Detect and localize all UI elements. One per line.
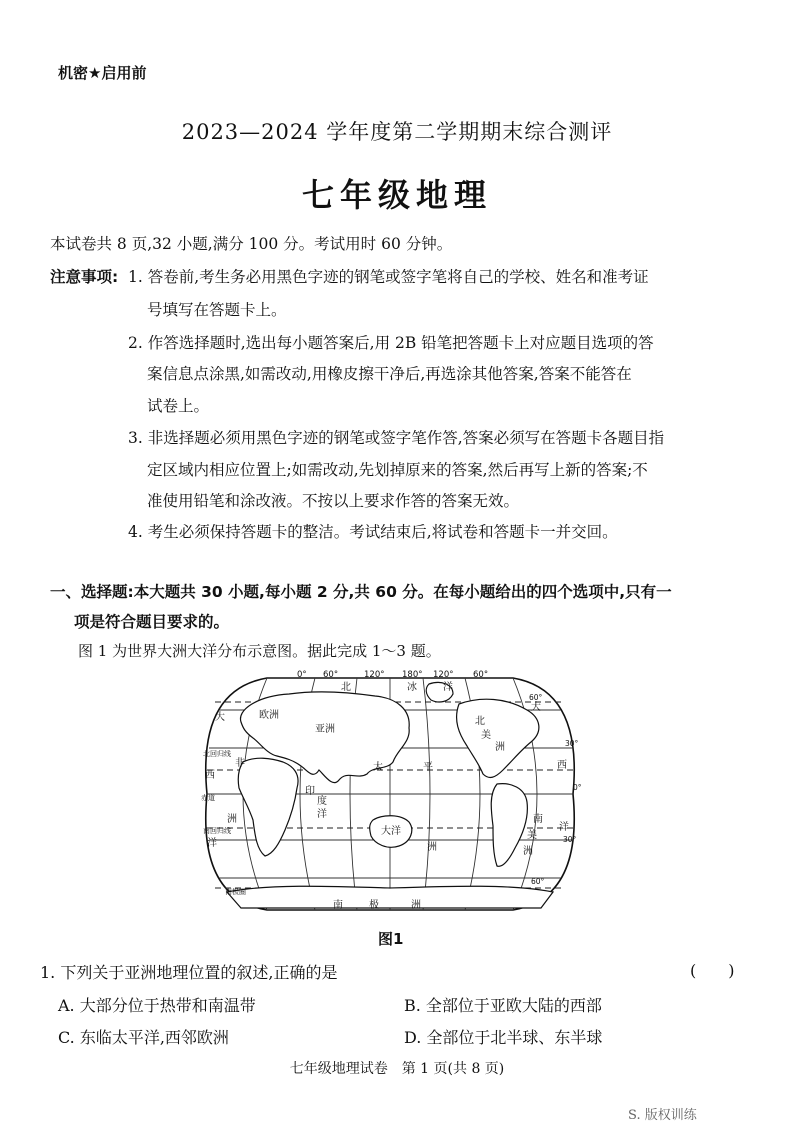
africa-label: 洲 bbox=[227, 814, 237, 825]
top-label: 180° bbox=[402, 670, 423, 680]
notice-line: 案信息点涂黑,如需改动,用橡皮擦干净后,再选涂其他答案,答案不能答在 bbox=[147, 365, 632, 383]
notice-line: 准使用铅笔和涂改液。不按以上要求作答的答案无效。 bbox=[147, 492, 520, 510]
top-label: 60° bbox=[323, 670, 339, 680]
figure-caption: 图1 bbox=[378, 930, 404, 948]
question-stem: 1. 下列关于亚洲地理位置的叙述,正确的是 bbox=[40, 963, 338, 982]
section-heading: 一、选择题:本大题共 30 小题,每小题 2 分,共 60 分。在每小题给出的四个选项中,只有一 bbox=[50, 583, 672, 601]
europe-label: 欧洲 bbox=[259, 710, 279, 721]
oceania-label: 洲 bbox=[427, 842, 437, 853]
oceania-label: 大洋 bbox=[381, 826, 401, 837]
antarctica-label: 极 bbox=[369, 900, 379, 911]
option-d: D. 全部位于北半球、东半球 bbox=[404, 1028, 603, 1047]
option-a: A. 大部分位于热带和南温带 bbox=[58, 996, 256, 1015]
indian-label: 度 bbox=[317, 796, 327, 807]
tropic-cancer-label: 北回归线 bbox=[203, 750, 231, 758]
top-label: 120° bbox=[433, 670, 454, 680]
right-degree-label: 60° bbox=[529, 693, 543, 702]
right-degree-label: 0° bbox=[573, 783, 582, 792]
right-degree-label: 30° bbox=[565, 739, 579, 748]
option-b: B. 全部位于亚欧大陆的西部 bbox=[404, 996, 602, 1015]
atlantic-left-label: 西 bbox=[205, 770, 215, 781]
top-label: 0° bbox=[297, 670, 307, 680]
section-heading-cont: 项是符合题目要求的。 bbox=[74, 613, 230, 631]
indian-label: 印 bbox=[305, 786, 315, 797]
stray-watermark-text: S. 版权训练 bbox=[628, 1108, 697, 1123]
antarctic-circle-label: 南极圈 bbox=[225, 888, 246, 896]
right-degree-label: 30° bbox=[563, 835, 577, 844]
question-lead: 图 1 为世界大洲大洋分布示意图。据此完成 1～3 题。 bbox=[78, 642, 441, 660]
tropic-capricorn-label: 南回归线 bbox=[203, 827, 231, 835]
notice-line: 4. 考生必须保持答题卡的整洁。考试结束后,将试卷和答题卡一并交回。 bbox=[128, 523, 618, 541]
north-america-label: 美 bbox=[481, 730, 491, 741]
atlantic-left-label: 洋 bbox=[207, 838, 217, 849]
south-america-label: 美 bbox=[527, 830, 537, 841]
top-label: 洋 bbox=[443, 682, 453, 693]
pacific-label: 平 bbox=[423, 762, 433, 773]
antarctica-label: 南 bbox=[333, 900, 343, 911]
notice-line: 1. 答卷前,考生务必用黑色字迹的钢笔或签字笔将自己的学校、姓名和准考证 bbox=[128, 268, 649, 286]
right-degree-label: 60° bbox=[531, 877, 545, 886]
equator-label: 赤道 bbox=[201, 794, 215, 802]
north-america-label: 洲 bbox=[495, 742, 505, 753]
antarctica-label: 洲 bbox=[411, 900, 421, 911]
top-label: 冰 bbox=[407, 682, 417, 693]
africa-label: 非 bbox=[235, 758, 245, 769]
top-label: 60° bbox=[473, 670, 489, 680]
top-label: 北 bbox=[341, 682, 351, 693]
indian-label: 洋 bbox=[317, 809, 327, 820]
antarctica-outline bbox=[227, 886, 553, 908]
notice-line: 试卷上。 bbox=[147, 397, 210, 415]
answer-blank: ( ) bbox=[690, 961, 735, 980]
top-label: 120° bbox=[364, 670, 385, 680]
subject-title: 七年级地理 bbox=[301, 176, 492, 214]
asia-label: 亚洲 bbox=[315, 724, 335, 735]
north-america-label: 北 bbox=[475, 716, 485, 727]
exam-title: 2023—2024 学年度第二学期期末综合测评 bbox=[181, 120, 613, 144]
south-america-label: 洲 bbox=[523, 846, 533, 857]
notice-line: 号填写在答题卡上。 bbox=[147, 301, 287, 319]
south-america-label: 南 bbox=[533, 814, 543, 825]
page-footer: 七年级地理试卷 第 1 页(共 8 页) bbox=[289, 1061, 505, 1077]
pacific-label: 太 bbox=[373, 762, 383, 773]
atlantic-right-label: 洋 bbox=[559, 822, 569, 833]
notice-line: 2. 作答选择题时,选出每小题答案后,用 2B 铅笔把答题卡上对应题目选项的答 bbox=[128, 334, 654, 352]
option-c: C. 东临太平洋,西邻欧洲 bbox=[58, 1028, 229, 1047]
notice-line: 3. 非选择题必须用黑色字迹的钢笔或签字笔作答,答案必须写在答题卡各题目指 bbox=[128, 429, 665, 447]
atlantic-right-label: 西 bbox=[557, 760, 567, 771]
exam-intro: 本试卷共 8 页,32 小题,满分 100 分。考试用时 60 分钟。 bbox=[50, 235, 453, 253]
confidential-label: 机密★启用前 bbox=[58, 64, 147, 82]
notice-label: 注意事项: bbox=[50, 268, 119, 286]
world-map-figure bbox=[197, 670, 583, 918]
atlantic-right-label: 大 bbox=[531, 702, 541, 713]
atlantic-left-label: 大 bbox=[215, 712, 225, 723]
notice-line: 定区域内相应位置上;如需改动,先划掉原来的答案,然后再写上新的答案;不 bbox=[147, 461, 648, 479]
